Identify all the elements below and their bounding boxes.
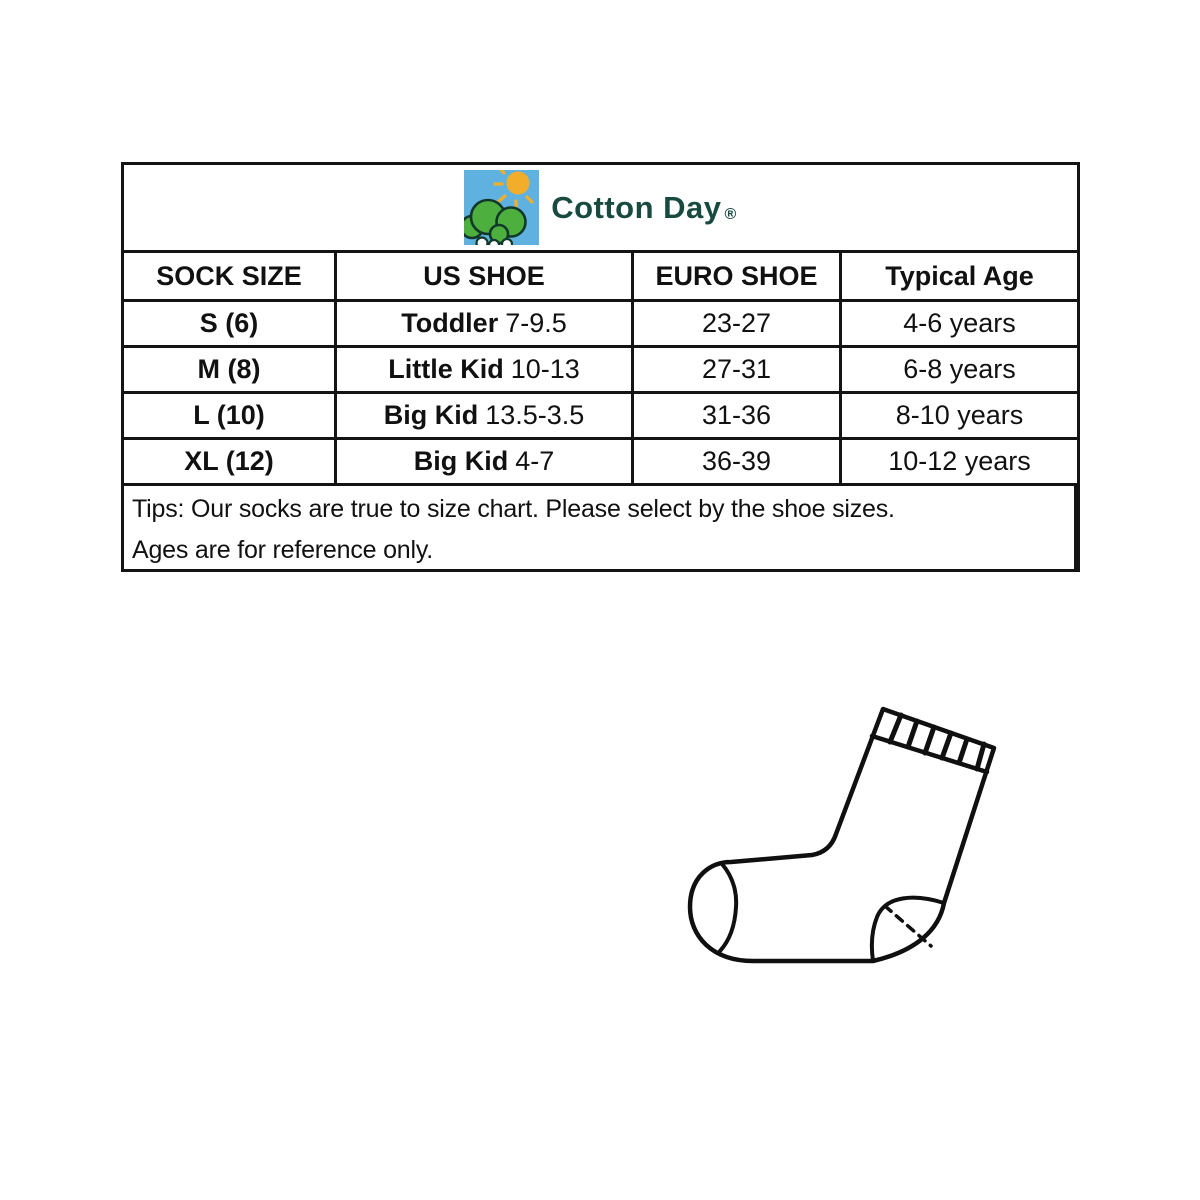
us-shoe-category: Big Kid [383, 400, 479, 430]
cell-sock-size: XL (12) [124, 440, 337, 486]
us-shoe-category: Little Kid [388, 354, 504, 384]
toe-seam-line [720, 864, 736, 951]
tips-note [124, 486, 1077, 569]
us-shoe-category: Big Kid [413, 446, 509, 476]
cell-typical-age: 4-6 years [842, 302, 1077, 348]
us-shoe-range: 4-7 [515, 446, 555, 476]
cuff-ribbing [890, 715, 984, 769]
sun-icon [507, 172, 530, 195]
brand-name [551, 190, 737, 226]
cell-euro-shoe: 31-36 [634, 394, 842, 440]
heel-dashed-line [885, 906, 931, 946]
cell-us-shoe [337, 394, 634, 440]
cell-us-shoe [337, 440, 634, 486]
us-shoe-range: 7-9.5 [505, 308, 567, 338]
tips-line-1: Tips: Our socks are true to size chart. Please select by the shoe sizes. [132, 495, 895, 523]
cotton-plants-sun-icon [464, 170, 539, 245]
cell-sock-size: S (6) [124, 302, 337, 348]
header-us-shoe: US SHOE [337, 253, 634, 302]
size-chart-table [121, 162, 1080, 572]
tips-line-2: Ages are for reference only. [132, 536, 434, 564]
us-shoe-category: Toddler [401, 308, 499, 338]
header-euro-shoe: EURO SHOE [634, 253, 842, 302]
cell-euro-shoe: 27-31 [634, 348, 842, 394]
header-sock-size: SOCK SIZE [124, 253, 337, 302]
brand-name-text: Cotton Day [551, 189, 722, 225]
registered-trademark: ® [724, 205, 737, 223]
cell-sock-size: M (8) [124, 348, 337, 394]
header-typical-age: Typical Age [842, 253, 1077, 302]
cell-typical-age: 6-8 years [842, 348, 1077, 394]
cell-euro-shoe: 23-27 [634, 302, 842, 348]
us-shoe-range: 13.5-3.5 [485, 400, 585, 430]
cell-us-shoe [337, 348, 634, 394]
sock-illustration [650, 680, 1030, 990]
brand-logo [124, 165, 1077, 253]
cell-sock-size: L (10) [124, 394, 337, 440]
cell-us-shoe [337, 302, 634, 348]
cell-typical-age: 8-10 years [842, 394, 1077, 440]
cell-typical-age: 10-12 years [842, 440, 1077, 486]
us-shoe-range: 10-13 [510, 354, 580, 384]
cell-euro-shoe: 36-39 [634, 440, 842, 486]
